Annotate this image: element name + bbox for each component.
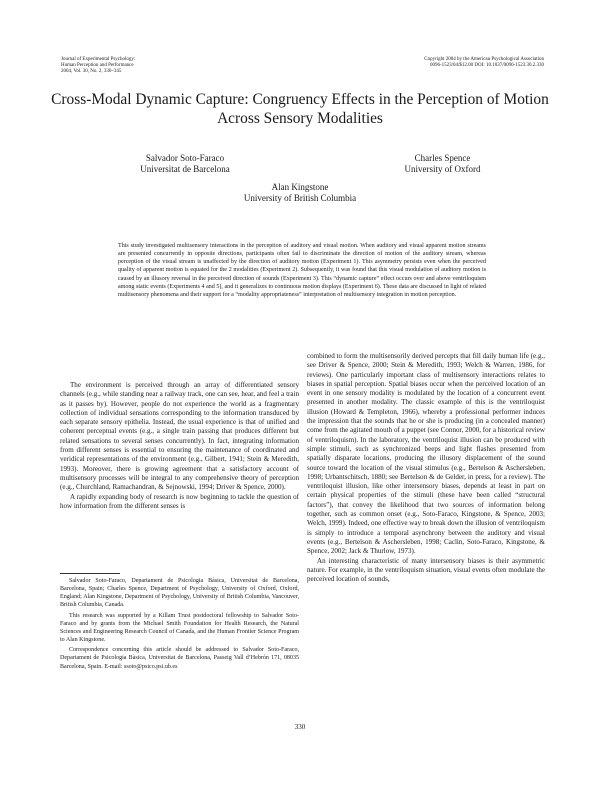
- body-column-right: [307, 352, 545, 584]
- body-paragraph: combined to form the multisensorily derived percepts that fill daily human life (e.g., see Driver & Spence, 2000; Stein & Meredith, 1993; Welch & Warren, 1986, for reviews). One particularly important class of multisensory interactions relates to biases in spatial perception. Spatial biases occur when the perceived location of an event in one sensory modality is modulated by the location of a concurrent event presented in another modality. The classic example of this is the ventriloquist illusion (Howard & Templeton, 1966), whereby a professional performer induces the impression that the sounds that he or she is producing (in a concealed manner) come from the agitated mouth of a puppet (see Connor, 2000, for a historical review of ventriloquism). In the laboratory, the ventriloquist illusion can be produced with simple stimuli, such as synchronized beeps and light flashes presented from spatially disparate locations, producing the illusory displacement of the sound source toward the location of the visual stimulus (e.g., Bertelson & Aschersleben, 1998; Urbantschitsch, 1880; see Bertelson & de Gelder, in press, for a review). The ventriloquist illusion, like other intersensory biases, depends at least in part on certain physical properties of the stimuli (these have been called “structural factors”), that convey the likelihood that two sources of information belong together, such as common onset (e.g., Soto-Faraco, Kingstone, & Spence, 2003; Welch, 1999). Indeed, one effective way to break down the illusion of ventriloquism is simply to introduce a temporal asynchrony between the auditory and visual events (e.g., Bertelson & Aschersleben, 1998; Caclin, Soto-Faraco, Kingstone, & Spence, 2002; Jack & Thurlow, 1973).: [307, 352, 545, 556]
- correspondence-note: Correspondence concerning this article should be addressed to Salvador Soto-Faraco, Departament de Psicologia Bàsica, Universitat de Barcelona, Passeig Vall d’Hebrón 171, 08035 Barcelona, Spain. E-mail: ssoto@psico.psi.ub.es: [60, 647, 299, 670]
- author-note: [60, 577, 299, 673]
- journal-volume: 2004, Vol. 30, No. 2, 330–345: [61, 69, 122, 75]
- author-affiliation: University of Oxford: [404, 164, 481, 174]
- footnote-divider: [60, 573, 120, 574]
- author-block-2: [365, 153, 520, 175]
- author-name: Charles Spence: [414, 153, 471, 163]
- author-affiliation: University of British Columbia: [243, 193, 357, 203]
- journal-name-line-1: Journal of Experimental Psychology:: [61, 57, 136, 62]
- journal-header: [61, 57, 135, 76]
- funding-note: This research was supported by a Killam Trust postdoctoral fellowship to Salvador Soto-Faraco and by grants from the Michael Smith Foundation for Health Research, the Natural Sciences and Engineering Research Council of Canada, and the Human Frontier Science Program to Alan Kingstone.: [60, 612, 299, 644]
- author-name: Salvador Soto-Faraco: [145, 153, 225, 163]
- body-paragraph: A rapidly expanding body of research is now beginning to tackle the question of how information from the different senses is: [60, 492, 299, 510]
- article-title: Cross-Modal Dynamic Capture: Congruency Effects in the Perception of Motion Across Sensory Modalities: [51, 91, 549, 127]
- copyright-header: [424, 57, 544, 69]
- author-name: Alan Kingstone: [271, 182, 329, 192]
- body-paragraph: An interesting characteristic of many intersensory biases is their asymmetric nature. For example, in the ventriloquism situation, visual events often modulate the perceived location of sounds,: [307, 556, 545, 584]
- author-block-3: [220, 182, 380, 204]
- author-block-1: [100, 153, 270, 175]
- author-affiliations-note: Salvador Soto-Faraco, Departament de Psicologia Bàsica, Universitat de Barcelona, Barcelona, Spain; Charles Spence, Department of Psychology, University of Oxford, Oxford, England; Alan Kingstone, Department of Psychology, University of British Columbia, Vancouver, British Columbia, Canada.: [60, 578, 299, 609]
- copyright-line: Copyright 2004 by the American Psychological Association: [424, 57, 544, 62]
- body-column-left: [60, 381, 299, 511]
- body-paragraph: The environment is perceived through an array of differentiated sensory channels (e.g., while standing near a railway track, one can see, hear, and feel a train as it passes by). However, people do not experience the world as a fragmentary collection of individual sensations corresponding to the information transduced by each separate sensory epithelia. Instead, the usual experience is that of unified and coherent perceptual events (e.g., a single train passing that produces different but related sensations to several senses concurrently). In fact, integrating information from different senses is essential to ensuring the maintenance of coordinated and veridical representations of the environment (e.g., Gilbert, 1941; Stein & Meredith, 1993). Moreover, there is growing agreement that a satisfactory account of multisensory processes will be integral to any comprehensive theory of perception (e.g., Churchland, Ramachandran, & Sejnowski, 1994; Driver & Spence, 2000).: [60, 381, 299, 492]
- abstract: This study investigated multisensory interactions in the perception of auditory and visual motion. When auditory and visual apparent motion streams are presented concurrently in opposite directions, participants often fail to discriminate the direction of motion of the auditory stream, whereas perception of the visual stream is unaffected by the direction of auditory motion (Experiment 1). This asymmetry persists even when the perceived quality of apparent motion is equated for the 2 modalities (Experiment 2). Subsequently, it was found that this visual modulation of auditory motion is caused by an illusory reversal in the perceived direction of sounds (Experiment 3). This “dynamic capture” effect occurs over and above ventriloquism among static events (Experiments 4 and 5), and it generalizes to continuous motion displays (Experiment 6). These data are discussed in light of related multisensory phenomena and their support for a “modality appropriateness” interpretation of multisensory integration in motion perception.: [118, 243, 486, 298]
- author-affiliation: Universitat de Barcelona: [140, 164, 230, 174]
- doi-line: 0096-1523/04/$12.00 DOI: 10.1037/0096-1523.30.2.330: [429, 63, 544, 69]
- page-number: 330: [294, 723, 306, 731]
- journal-name-line-2: Human Perception and Performance: [61, 63, 134, 69]
